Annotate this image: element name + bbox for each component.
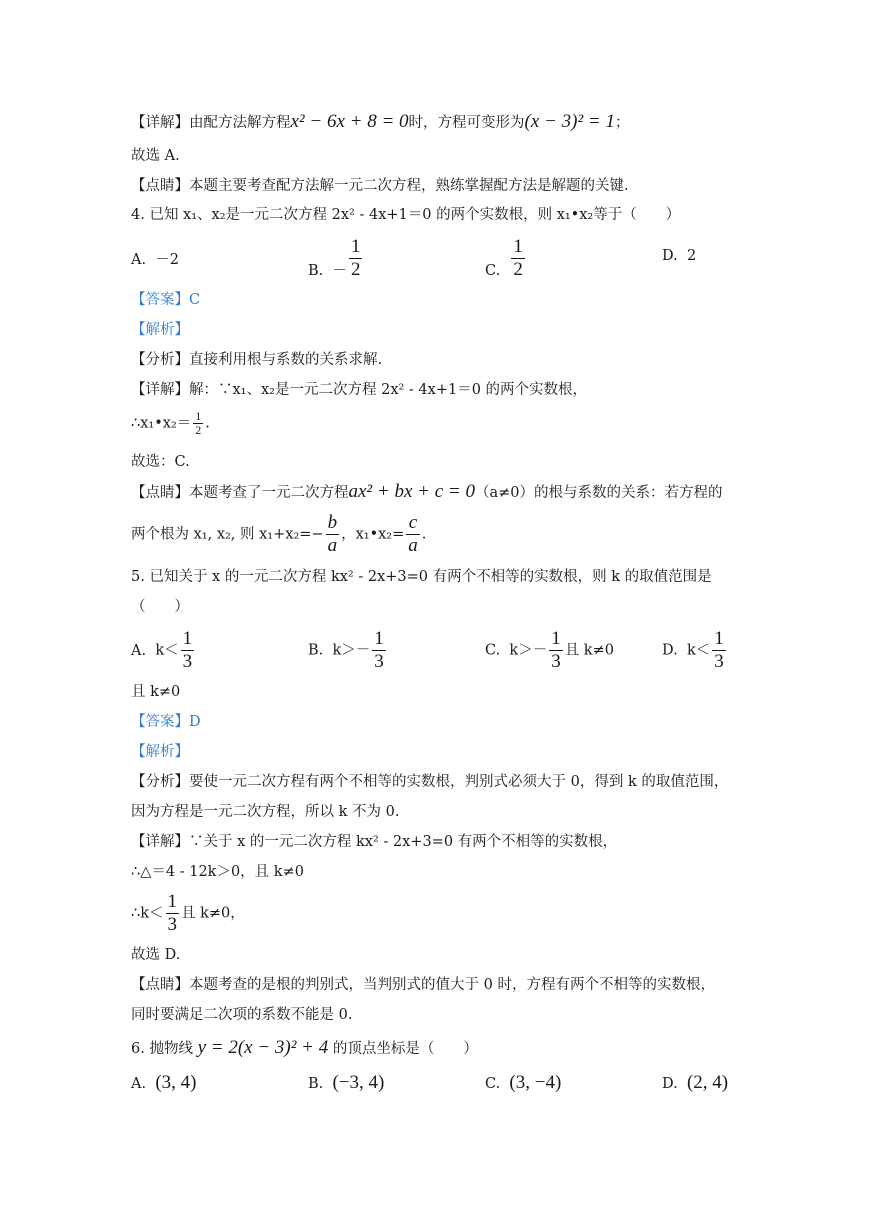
equation: y = 2(x − 3)² + 4 (197, 1037, 329, 1058)
q4-option-d: D. 2 (662, 248, 697, 264)
q5-option-d: D. k＜ $\frac{1}{3}$ (662, 628, 724, 672)
chosen-line-5: 故选 D. (131, 947, 181, 963)
comment-line-5a: 【点睛】本题考查的是根的判别式，当判别式的值大于 0 时，方程有两个不相等的实数根， (131, 977, 715, 993)
equation: x² − 6x + 8 = 0 (290, 111, 409, 132)
fraction-third: $\frac{1}{3}$ (167, 891, 178, 935)
chosen-line-1: 故选 A. (131, 148, 180, 164)
detail-line-5b: ∴△＝4 - 12k＞0，且 k≠0 (131, 864, 304, 880)
detail-text: 时，方程可变形为 (408, 115, 525, 131)
q5-option-d-tail: 且 k≠0 (131, 684, 181, 700)
comment-line-5b: 同时要满足二次项的系数不能是 0. (131, 1007, 353, 1023)
fraction-half: $\frac{1}{2}$ (513, 236, 523, 280)
fraction-half: $\frac{1}{2}$ (195, 409, 202, 437)
fraction-c-over-a: $\frac{c}{a}$ (408, 512, 418, 556)
q5-option-b: B. k＞－ $\frac{1}{3}$ (308, 628, 384, 672)
comment-line-1: 【点睛】本题主要考查配方法解一元二次方程，熟练掌握配方法是解题的关键. (131, 178, 629, 194)
equation: ax² + bx + c = 0 (348, 481, 475, 502)
chosen-line-4: 故选：C. (131, 454, 190, 470)
question-4: 4. 已知 x₁、x₂是一元二次方程 2x² - 4x+1＝0 的两个实数根，则 x₁•x₂等于（ ） (131, 207, 681, 223)
fraction-third: $\frac{1}{3}$ (374, 628, 384, 672)
detail-line-5c: ∴k＜ $\frac{1}{3}$ 且 k≠0， (131, 891, 245, 935)
comment-line-4: 【点睛】本题考查了一元二次方程ax² + bx + c = 0（a≠0）的根与系数的关系：若方程的 (131, 481, 723, 502)
fraction-third: $\frac{1}{3}$ (714, 628, 724, 672)
question-6: 6. 抛物线 y = 2(x − 3)² + 4 的顶点坐标是（ ） (131, 1037, 478, 1058)
answer-4: 【答案】C (131, 292, 201, 308)
detail-line-5a: 【详解】∵关于 x 的一元二次方程 kx² - 2x+3=0 有两个不相等的实数根， (131, 834, 618, 850)
fraction-b-over-a: $\frac{b}{a}$ (327, 512, 338, 556)
detail-line-4: 【详解】解：∵x₁、x₂是一元二次方程 2x² - 4x+1＝0 的两个实数根， (131, 382, 588, 398)
question-5-paren: （ ） (131, 599, 189, 615)
q4-option-c: C. $\frac{1}{2}$ (485, 236, 523, 280)
analysis-4: 【解析】 (131, 322, 189, 338)
detail-line-4b: ∴x₁•x₂＝ $\frac{1}{2}$ . (131, 409, 210, 437)
q5-option-c: C. k＞－ $\frac{1}{3}$ 且 k≠0 (485, 628, 614, 672)
comment-line-4b: 两个根为 x₁, x₂, 则 x₁+x₂=− $\frac{b}{a}$ ，x₁•x₂= $\frac{c}{a}$ . (131, 512, 427, 556)
q6-option-d: D. (2, 4) (662, 1072, 729, 1093)
q5-option-a: A. k＜ $\frac{1}{3}$ (131, 628, 193, 672)
detail-text: 【详解】由配方法解方程 (131, 115, 291, 131)
question-5: 5. 已知关于 x 的一元二次方程 kx² - 2x+3=0 有两个不相等的实数根，则 k 的取值范围是 (131, 569, 712, 585)
equation: (x − 3)² = 1 (524, 111, 615, 132)
analysis-line-5a: 【分析】要使一元二次方程有两个不相等的实数根，判别式必须大于 0，得到 k 的取值范围， (131, 774, 729, 790)
punctuation: ； (614, 115, 630, 131)
q6-option-c: C. (3, −4) (485, 1072, 562, 1093)
q6-option-a: A. (3, 4) (131, 1072, 197, 1093)
answer-5: 【答案】D (131, 714, 201, 730)
fraction-third: $\frac{1}{3}$ (551, 628, 561, 672)
analysis-line-5b: 因为方程是一元二次方程，所以 k 不为 0. (131, 804, 400, 820)
fraction-third: $\frac{1}{3}$ (182, 628, 193, 672)
analysis-line-4: 【分析】直接利用根与系数的关系求解. (131, 352, 383, 368)
analysis-5: 【解析】 (131, 744, 189, 760)
q6-option-b: B. (−3, 4) (308, 1072, 385, 1093)
q4-option-b: B. － $\frac{1}{2}$ (308, 236, 361, 280)
q4-option-a: A. －2 (131, 252, 180, 268)
fraction-half: $\frac{1}{2}$ (350, 236, 361, 280)
detail-line-1 (131, 112, 629, 133)
